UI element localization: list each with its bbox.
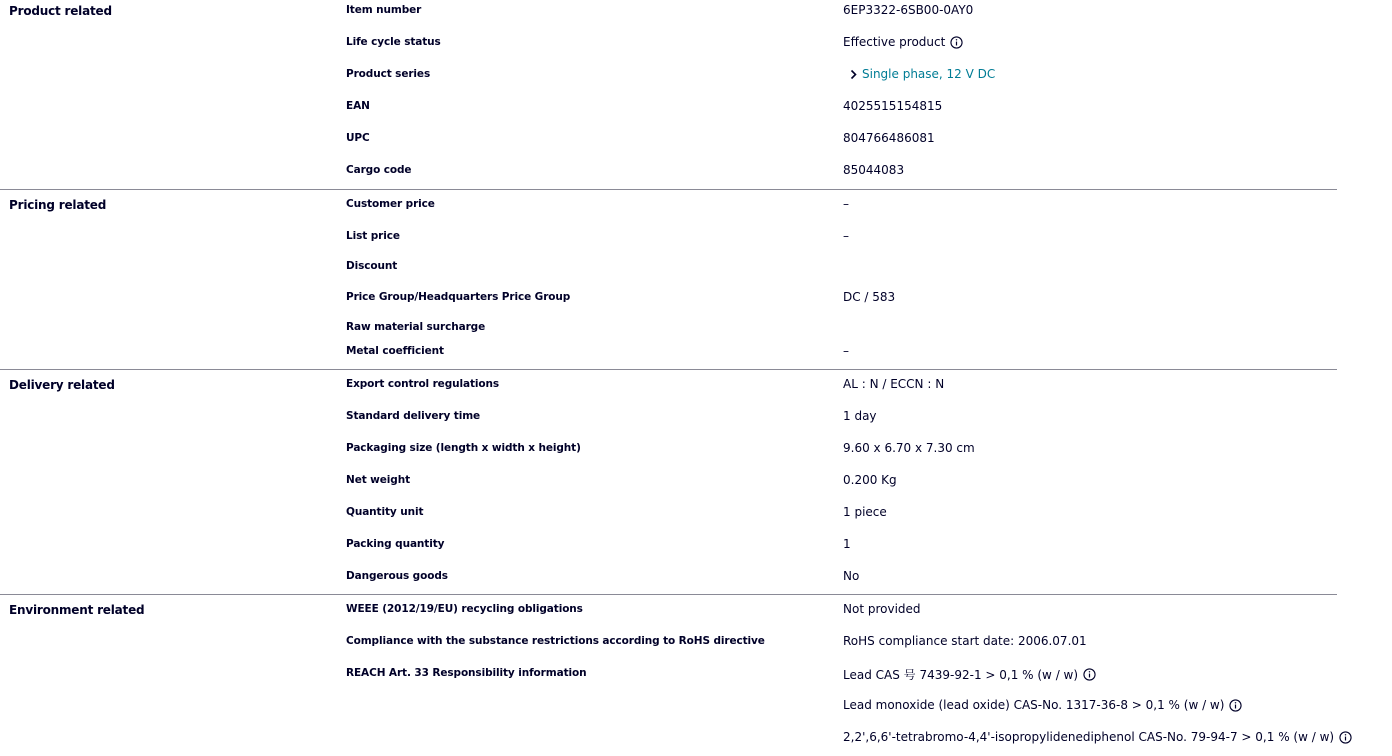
section-title: Pricing related (9, 198, 107, 212)
row-value-text: 1 piece (843, 505, 887, 519)
row-value (843, 377, 944, 391)
table-row (0, 731, 1337, 751)
row-label: Raw material surcharge (346, 321, 486, 333)
row-value (843, 441, 975, 455)
row-value (843, 197, 849, 211)
product-series-link-text[interactable]: Single phase, 12 V DC (862, 67, 996, 81)
table-row (0, 345, 1337, 365)
row-label: Compliance with the substance restrictions according to RoHS directive (346, 635, 765, 647)
row-label: Packing quantity (346, 538, 445, 550)
row-label: Product series (346, 68, 431, 80)
row-label: EAN (346, 100, 370, 112)
chevron-right-icon (849, 69, 858, 80)
row-value-text: – (843, 197, 849, 211)
row-value-text: DC / 583 (843, 290, 896, 304)
row-value-text: 0.200 Kg (843, 473, 897, 487)
row-label: Life cycle status (346, 36, 441, 48)
row-value-text: Lead monoxide (lead oxide) CAS-No. 1317-36-8 > 0,1 % (w / w) (843, 698, 1225, 712)
row-value-text: Lead CAS 号 7439-92-1 > 0,1 % (w / w) (843, 668, 1079, 682)
row-label: Dangerous goods (346, 570, 448, 582)
row-value-text: – (843, 344, 849, 358)
table-row (0, 260, 1337, 280)
row-label: Export control regulations (346, 378, 500, 390)
table-row (0, 410, 1337, 430)
table-row (0, 36, 1337, 56)
row-value (843, 569, 859, 583)
row-label: Item number (346, 4, 422, 16)
row-value (843, 35, 963, 49)
section-title: Environment related (9, 603, 145, 617)
row-value-text: No (843, 569, 860, 583)
row-value (843, 290, 895, 304)
table-row (0, 100, 1337, 120)
row-value-text: 1 day (843, 409, 877, 423)
table-row (0, 667, 1337, 687)
row-value (843, 229, 849, 243)
row-label: Quantity unit (346, 506, 424, 518)
row-value (843, 537, 851, 551)
row-value (843, 602, 921, 616)
table-row (0, 442, 1337, 462)
table-row (0, 68, 1337, 88)
row-value (843, 473, 897, 487)
table-row (0, 230, 1337, 250)
table-row (0, 4, 1337, 24)
row-value-text: – (843, 229, 849, 243)
row-label: Price Group/Headquarters Price Group (346, 291, 571, 303)
row-value-text: 6EP3322-6SB00-0AY0 (843, 3, 974, 17)
table-row (0, 321, 1337, 341)
row-value (843, 634, 1087, 648)
info-circle-icon[interactable] (1229, 699, 1242, 712)
row-label: Cargo code (346, 164, 412, 176)
row-value-text: Effective product (843, 35, 946, 49)
section-title: Product related (9, 4, 112, 18)
table-row (0, 635, 1337, 655)
table-row (0, 291, 1337, 311)
row-value-text: 85044083 (843, 163, 905, 177)
row-value (843, 666, 1096, 683)
row-value (843, 698, 1242, 712)
table-row (0, 198, 1337, 218)
table-row (0, 132, 1337, 152)
row-value (843, 409, 877, 423)
row-value-text: 2,2',6,6'-tetrabromo-4,4'-isopropylidenediphenol CAS-No. 79-94-7 > 0,1 % (w / w) (843, 730, 1335, 744)
row-value-text: 804766486081 (843, 131, 935, 145)
row-value-text: 1 (843, 537, 851, 551)
table-row (0, 378, 1337, 398)
row-value (843, 3, 973, 17)
row-value-text: AL : N / ECCN : N (843, 377, 945, 391)
row-value (843, 163, 904, 177)
row-value (843, 131, 935, 145)
table-row (0, 603, 1337, 623)
row-label: Net weight (346, 474, 411, 486)
row-value (843, 99, 942, 113)
row-label: WEEE (2012/19/EU) recycling obligations (346, 603, 583, 615)
section-title: Delivery related (9, 378, 115, 392)
row-value-text: RoHS compliance start date: 2006.07.01 (843, 634, 1087, 648)
row-value-text: Not provided (843, 602, 921, 616)
row-label: List price (346, 230, 400, 242)
row-value-text: 9.60 x 6.70 x 7.30 cm (843, 441, 975, 455)
row-label: UPC (346, 132, 370, 144)
info-circle-icon[interactable] (950, 36, 963, 49)
row-value (843, 344, 849, 358)
section-environment-related (0, 594, 1337, 744)
table-row (0, 164, 1337, 184)
row-label: Metal coefficient (346, 345, 444, 357)
info-circle-icon[interactable] (1339, 731, 1352, 744)
section-delivery-related (0, 369, 1337, 583)
row-value (843, 730, 1352, 744)
table-row (0, 570, 1337, 590)
row-value (843, 505, 887, 519)
table-row (0, 506, 1337, 526)
table-row (0, 538, 1337, 558)
row-value-text: 4025515154815 (843, 99, 943, 113)
row-label: REACH Art. 33 Responsibility information (346, 667, 587, 679)
product-series-link[interactable] (849, 67, 995, 81)
row-label: Discount (346, 260, 398, 272)
table-row (0, 474, 1337, 494)
section-pricing-related (0, 189, 1337, 358)
row-value (843, 67, 995, 81)
row-label: Standard delivery time (346, 410, 481, 422)
row-label: Customer price (346, 198, 435, 210)
row-label: Packaging size (length x width x height) (346, 442, 581, 454)
table-row (0, 699, 1337, 719)
info-circle-icon[interactable] (1083, 668, 1096, 681)
